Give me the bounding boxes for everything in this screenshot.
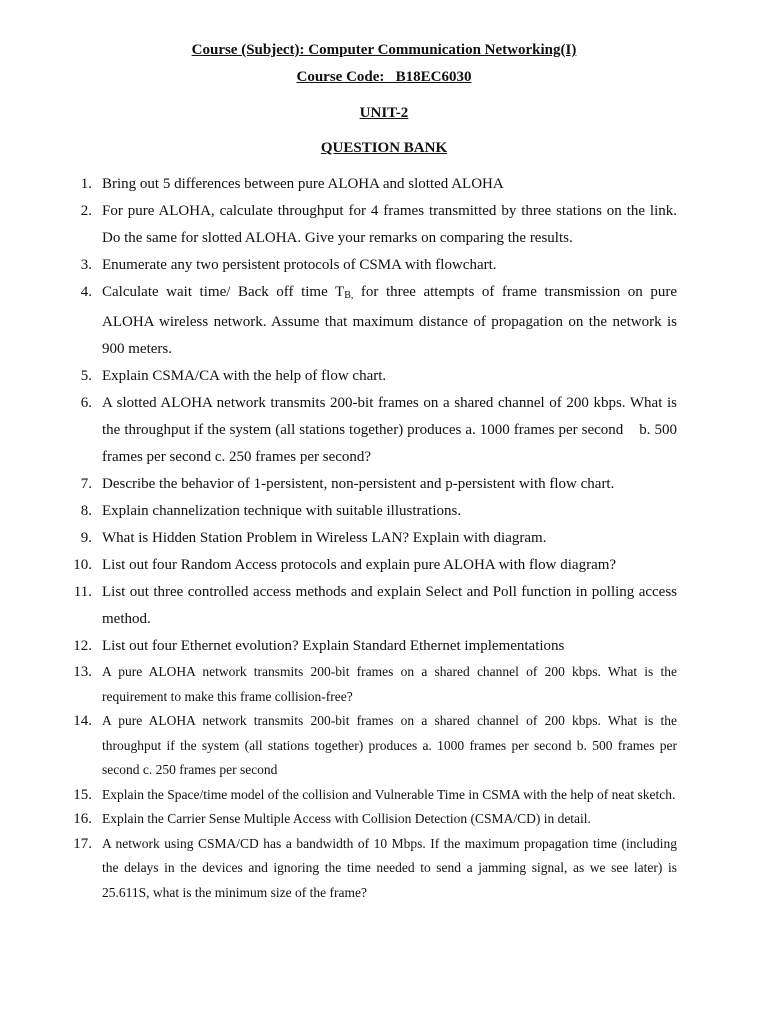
question-text: Explain CSMA/CA with the help of flow chart.: [102, 368, 387, 384]
question-text: List out four Random Access protocols and explain pure ALOHA with flow diagram?: [102, 557, 617, 573]
question-number: 12.: [73, 638, 92, 654]
question-text: [102, 279, 677, 363]
question-item: [0, 390, 768, 471]
question-text: For pure ALOHA, calculate throughput for 4 frames transmitted by three stations on the link. Do the same for slotted ALOHA. Give your remarks on comparing the results.: [102, 203, 677, 246]
question-text: A slotted ALOHA network transmits 200-bit frames on a shared channel of 200 kbps. What is the throughput if the system (all stations together) produces a. 1000 frames per second b. 500 frames per second c. 250 frames per second?: [102, 395, 681, 465]
question-number: 11.: [73, 584, 92, 600]
question-number: 6.: [80, 395, 92, 411]
question-item: [0, 709, 768, 783]
question-list: [0, 171, 768, 905]
question-item: [0, 832, 768, 906]
question-item: [0, 198, 768, 252]
question-number: 14.: [73, 713, 92, 729]
question-text: List out four Ethernet evolution? Explain Standard Ethernet implementations: [102, 638, 565, 654]
question-text: A pure ALOHA network transmits 200-bit frames on a shared channel of 200 kbps. What is the requirement to make this frame collision-free?: [102, 664, 677, 704]
question-item: [0, 579, 768, 633]
unit-heading: UNIT-2: [359, 105, 409, 121]
question-text-part: for three attempts of frame transmission on pure ALOHA wireless network. Assume that maximum distance of propagation on the network is 900 meters.: [102, 284, 677, 357]
question-text: Explain the Space/time model of the collision and Vulnerable Time in CSMA with the help of neat sketch.: [102, 786, 676, 802]
question-item: [0, 279, 768, 363]
question-number: 2.: [80, 203, 92, 219]
question-number: 15.: [73, 786, 92, 803]
question-text: Explain channelization technique with suitable illustrations.: [102, 503, 462, 519]
question-item: [0, 807, 768, 832]
question-number: 8.: [80, 503, 92, 519]
question-text: Enumerate any two persistent protocols of CSMA with flowchart.: [102, 257, 497, 273]
section-heading: QUESTION BANK: [320, 140, 448, 156]
question-item: [0, 552, 768, 579]
question-item: [0, 171, 768, 198]
question-number: 5.: [80, 368, 92, 384]
question-text: Describe the behavior of 1-persistent, non-persistent and p-persistent with flow chart.: [102, 476, 615, 492]
question-text: What is Hidden Station Problem in Wireless LAN? Explain with diagram.: [102, 530, 547, 546]
question-number: 7.: [80, 476, 92, 492]
question-number: 9.: [80, 530, 92, 546]
course-code: Course Code: B18EC6030: [296, 69, 472, 85]
subscript: B,: [344, 290, 354, 301]
question-text: List out three controlled access methods and explain Select and Poll function in polling access method.: [102, 584, 677, 627]
question-item: [0, 660, 768, 709]
question-item: [0, 498, 768, 525]
question-number: 10.: [73, 557, 92, 573]
question-text: Bring out 5 differences between pure ALOHA and slotted ALOHA: [102, 176, 504, 192]
question-text: A pure ALOHA network transmits 200-bit frames on a shared channel of 200 kbps. What is the throughput if the system (all stations together) produces a. 1000 frames per second b. 500 frames per second c. 250 frames per second: [102, 713, 677, 777]
question-item: [0, 363, 768, 390]
question-number: 17.: [73, 835, 92, 852]
question-item: [0, 783, 768, 808]
question-item: [0, 252, 768, 279]
question-text: Explain the Carrier Sense Multiple Access with Collision Detection (CSMA/CD) in detail.: [102, 811, 591, 826]
question-number: 3.: [80, 257, 92, 273]
question-item: [0, 525, 768, 552]
course-title: Course (Subject): Computer Communication Networking(I): [191, 42, 577, 58]
question-number: 1.: [80, 176, 92, 192]
question-number: 16.: [73, 811, 92, 827]
question-number: 4.: [80, 284, 92, 300]
question-text-part: Calculate wait time/ Back off time T: [102, 284, 345, 300]
question-text: A network using CSMA/CD has a bandwidth of 10 Mbps. If the maximum propagation time (including the delays in the devices and ignoring the time needed to send a jamming signal, as we see later) is 25.611S, what is the minimum size of the frame?: [102, 835, 677, 900]
question-item: [0, 471, 768, 498]
question-number: 13.: [73, 664, 92, 680]
question-item: [0, 633, 768, 660]
